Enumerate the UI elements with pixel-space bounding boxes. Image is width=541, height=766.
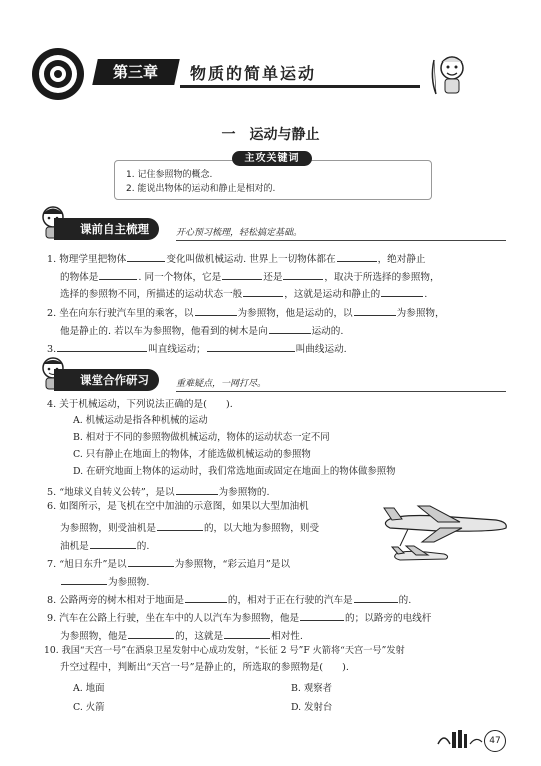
section-title: 一 运动与静止 <box>221 127 320 143</box>
question-6-line-1: 6. 如图所示，是飞机在空中加油的示意图，如果以大型加油机 <box>47 501 309 512</box>
question-1-line-1: 1. 物理学里把物体 变化叫做机械运动. 世界上一切物体都在 ，绝对静止 <box>47 250 426 266</box>
option-item[interactable]: C. 只有静止在地面上的物体，才能选做机械运动的参照物 <box>73 449 311 460</box>
answer-blank[interactable] <box>90 537 136 549</box>
option-item[interactable]: D. 在研究地面上物体的运动时，我们常选地面或固定在地面上的物体做参照物 <box>73 466 396 477</box>
answer-blank[interactable] <box>127 250 165 262</box>
question-2-line-1: 2. 坐在向东行驶汽车里的乘客，以 为参照物，他是运动的，以 为参照物， <box>47 304 445 320</box>
option-item[interactable]: C. 火箭 <box>73 702 105 713</box>
answer-blank[interactable] <box>57 340 147 352</box>
page-number: 47 <box>484 730 506 752</box>
question-6-line-2: 为参照物，则受油机是 的，以大地为参照物，则受 <box>60 519 319 535</box>
answer-blank[interactable] <box>269 322 311 334</box>
answer-blank[interactable] <box>300 609 344 621</box>
answer-blank[interactable] <box>176 483 218 495</box>
answer-blank[interactable] <box>185 591 227 603</box>
answer-blank[interactable] <box>157 519 203 531</box>
option-item[interactable]: A. 机械运动是指各种机械的运动 <box>73 415 208 426</box>
answer-blank[interactable] <box>222 268 262 280</box>
question-7-line-1: 7. “旭日东升”是以 为参照物，“彩云追月”是以 <box>47 555 290 571</box>
objective-item: 1. 记住参照物的概念. <box>126 170 213 180</box>
question-5: 5. “地球义自转义公转”，是以 为参照物的. <box>47 483 270 499</box>
section-divider <box>176 240 506 241</box>
question-10-line-1: 10. 我国“天宫一号”在酒泉卫星发射中心成功发射，“长征 2 号”F 火箭将“天宫一号”发射 <box>44 645 405 656</box>
answer-blank[interactable] <box>354 304 396 316</box>
objectives-badge: 主攻关键词 <box>232 151 312 166</box>
section-badge-preview: 课前自主梳理 <box>54 218 159 240</box>
refueling-airplanes-illustration <box>378 498 513 578</box>
section-note: 重难疑点，一网打尽。 <box>176 379 267 389</box>
objective-item: 2. 能说出物体的运动和静止是相对的. <box>126 184 276 194</box>
section-divider <box>176 391 506 392</box>
option-item[interactable]: D. 发射台 <box>291 702 333 713</box>
answer-blank[interactable] <box>381 285 423 297</box>
answer-blank[interactable] <box>128 627 174 639</box>
question-7-line-2: 为参照物. <box>60 573 149 589</box>
option-item[interactable]: B. 观察者 <box>291 683 332 694</box>
header-underline <box>180 85 420 88</box>
option-item[interactable]: B. 相对于不同的参照物做机械运动，物体的运动状态一定不同 <box>73 432 330 443</box>
answer-blank[interactable] <box>224 627 270 639</box>
option-item[interactable]: A. 地面 <box>73 683 105 694</box>
answer-blank[interactable] <box>243 285 283 297</box>
question-9-line-1: 9. 汽车在公路上行驶，坐在车中的人以汽车为参照物，他是 的；以路旁的电线杆 <box>47 609 431 625</box>
chapter-title: 物质的简单运动 <box>190 64 317 83</box>
question-6-line-3: 油机是 的. <box>60 537 149 553</box>
answer-blank[interactable] <box>195 304 237 316</box>
question-9-line-2: 为参照物，他是 的，这就是 相对性. <box>60 627 303 643</box>
answer-blank[interactable] <box>337 250 377 262</box>
answer-blank[interactable] <box>128 555 174 567</box>
question-1-line-3: 选择的参照物不同，所描述的运动状态一般 ，这就是运动和静止的 . <box>60 285 427 301</box>
footer-decoration-icon <box>436 728 484 750</box>
question-8: 8. 公路两旁的树木相对于地面是 的，相对于正在行驶的汽车是 的. <box>47 591 411 607</box>
target-logo-icon <box>30 46 86 102</box>
question-1-line-2: 的物体是 . 同一个物体，它是 还是 ，取决于所选择的参照物， <box>60 268 440 284</box>
answer-blank[interactable] <box>99 268 137 280</box>
mascot-archer-icon <box>428 50 476 100</box>
answer-blank[interactable] <box>283 268 323 280</box>
section-badge-classwork: 课堂合作研习 <box>54 369 159 391</box>
question-4-stem: 4. 关于机械运动，下列说法正确的是( ). <box>47 399 233 410</box>
answer-blank[interactable] <box>61 573 107 585</box>
section-note: 开心预习梳理，轻松搞定基础。 <box>176 228 303 238</box>
question-3: 3. 叫直线运动； 叫曲线运动. <box>47 340 347 356</box>
chapter-label: 第三章 <box>92 59 180 85</box>
answer-blank[interactable] <box>354 591 398 603</box>
question-10-line-2: 升空过程中，判断出“天宫一号”是静止的，所选取的参照物是( ). <box>60 662 349 673</box>
question-2-line-2: 他是静止的. 若以车为参照物，他看到的树木是向 运动的. <box>60 322 343 338</box>
answer-blank[interactable] <box>207 340 295 352</box>
